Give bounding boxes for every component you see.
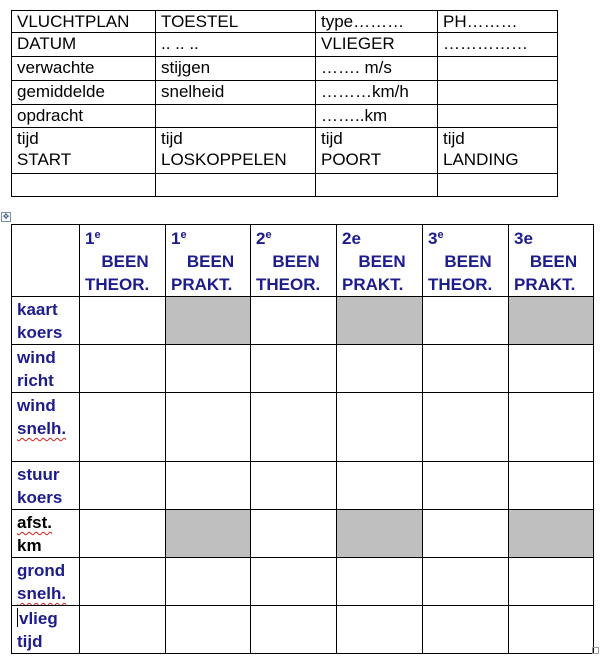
input-cell[interactable] — [166, 345, 251, 393]
plan-time-cell — [156, 128, 316, 174]
text-cursor — [17, 608, 18, 627]
plan-cell — [438, 105, 558, 128]
input-cell[interactable] — [251, 345, 337, 393]
time-event: START — [17, 150, 72, 169]
plan-cell: PH……… — [438, 11, 558, 33]
plan-empty-cell — [316, 174, 438, 197]
input-cell[interactable] — [509, 393, 594, 462]
input-cell[interactable] — [251, 297, 337, 345]
input-cell[interactable] — [80, 510, 166, 558]
plan-cell: snelheid — [156, 81, 316, 105]
shaded-cell — [166, 510, 251, 558]
table-row — [12, 510, 594, 558]
plan-cell — [438, 57, 558, 81]
plan-empty-cell — [438, 174, 558, 197]
input-cell[interactable] — [509, 558, 594, 606]
plan-cell: VLIEGER — [316, 33, 438, 57]
input-cell[interactable] — [509, 462, 594, 510]
leg-header: 1e BEEN THEOR. — [80, 225, 166, 297]
leg-header: 3e BEEN PRAKT. — [509, 225, 594, 297]
plan-cell: opdracht — [12, 105, 156, 128]
flight-plan-table — [11, 10, 558, 197]
row-label: grond snelh. — [12, 558, 80, 606]
input-cell[interactable] — [337, 558, 423, 606]
input-cell[interactable] — [80, 345, 166, 393]
table-row — [12, 345, 594, 393]
plan-cell: ……. m/s — [316, 57, 438, 81]
input-cell[interactable] — [80, 393, 166, 462]
plan-empty-cell — [12, 174, 156, 197]
row-label: afst. km — [12, 510, 80, 558]
table-row — [12, 558, 594, 606]
plan-time-cell — [316, 128, 438, 174]
input-cell[interactable] — [337, 606, 423, 654]
row-label: wind snelh. — [12, 393, 80, 462]
input-cell[interactable] — [423, 510, 509, 558]
input-cell[interactable] — [423, 606, 509, 654]
plan-cell: .. .. .. — [156, 33, 316, 57]
input-cell[interactable] — [251, 393, 337, 462]
input-cell[interactable] — [251, 510, 337, 558]
input-cell[interactable] — [509, 606, 594, 654]
input-cell[interactable] — [423, 393, 509, 462]
input-cell[interactable] — [80, 297, 166, 345]
input-cell[interactable] — [251, 606, 337, 654]
input-cell[interactable] — [166, 393, 251, 462]
time-label: tijd — [161, 129, 183, 148]
time-event: LANDING — [443, 150, 519, 169]
input-cell[interactable] — [423, 345, 509, 393]
table-move-handle-icon[interactable]: ✥ — [2, 212, 10, 221]
input-cell[interactable] — [509, 345, 594, 393]
leg-header: 3e BEEN THEOR. — [423, 225, 509, 297]
input-cell[interactable] — [423, 558, 509, 606]
plan-cell — [438, 81, 558, 105]
input-cell[interactable] — [337, 345, 423, 393]
plan-empty-cell — [156, 174, 316, 197]
shaded-cell — [337, 297, 423, 345]
shaded-cell — [509, 297, 594, 345]
row-label: wind richt — [12, 345, 80, 393]
row-label: kaart koers — [12, 297, 80, 345]
input-cell[interactable] — [337, 462, 423, 510]
input-cell[interactable] — [166, 462, 251, 510]
shaded-cell — [337, 510, 423, 558]
input-cell[interactable] — [337, 393, 423, 462]
plan-cell: ……..km — [316, 105, 438, 128]
time-event: LOSKOPPELEN — [161, 150, 287, 169]
plan-cell: VLUCHTPLAN — [12, 11, 156, 33]
input-cell[interactable] — [423, 462, 509, 510]
plan-cell: …………… — [438, 33, 558, 57]
plan-cell: type……… — [316, 11, 438, 33]
plan-cell: DATUM — [12, 33, 156, 57]
input-cell[interactable] — [80, 462, 166, 510]
input-cell[interactable] — [166, 606, 251, 654]
plan-cell: stijgen — [156, 57, 316, 81]
table-row — [12, 606, 594, 654]
leg-header: 2e BEEN THEOR. — [251, 225, 337, 297]
leg-header: 1e BEEN PRAKT. — [166, 225, 251, 297]
legs-header-row — [12, 225, 594, 297]
time-label: tijd — [17, 129, 39, 148]
plan-cell: ………km/h — [316, 81, 438, 105]
time-event: POORT — [321, 150, 382, 169]
table-row — [12, 297, 594, 345]
legs-table — [11, 224, 594, 654]
row-label: vlieg tijd — [12, 606, 80, 654]
table-row — [12, 462, 594, 510]
plan-cell: gemiddelde — [12, 81, 156, 105]
input-cell[interactable] — [423, 297, 509, 345]
input-cell[interactable] — [166, 558, 251, 606]
leg-header: 2e BEEN PRAKT. — [337, 225, 423, 297]
plan-cell: TOESTEL — [156, 11, 316, 33]
input-cell[interactable] — [251, 558, 337, 606]
time-label: tijd — [321, 129, 343, 148]
row-label: stuur koers — [12, 462, 80, 510]
shaded-cell — [509, 510, 594, 558]
input-cell[interactable] — [80, 558, 166, 606]
time-label: tijd — [443, 129, 465, 148]
table-resize-handle[interactable] — [592, 647, 599, 654]
corner-cell — [12, 225, 80, 297]
input-cell[interactable] — [251, 462, 337, 510]
plan-time-cell — [438, 128, 558, 174]
table-row — [12, 393, 594, 462]
shaded-cell — [166, 297, 251, 345]
input-cell[interactable] — [80, 606, 166, 654]
plan-cell — [156, 105, 316, 128]
plan-cell: verwachte — [12, 57, 156, 81]
plan-time-cell — [12, 128, 156, 174]
